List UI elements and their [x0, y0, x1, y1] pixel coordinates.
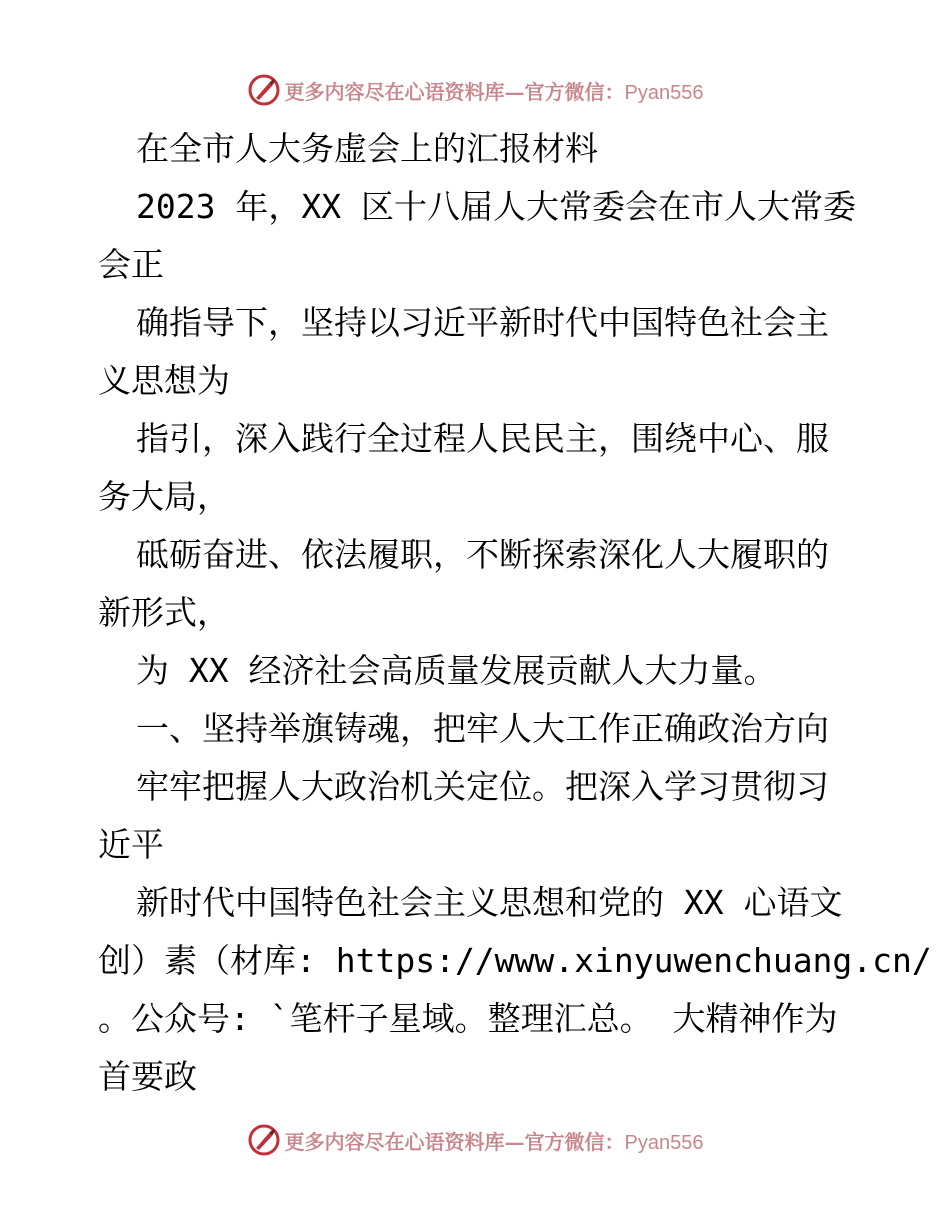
paragraph-line: 2023 年，XX 区十八届人大常委会在市人大常委	[136, 187, 856, 226]
footer-wechat-id: Pyan556	[624, 1131, 704, 1154]
paragraph-line: 牢牢把握人大政治机关定位。把深入学习贯彻习	[136, 767, 829, 806]
paragraph-line: 创）素（材库: https://www.xinyuwenchuang.cn/	[98, 941, 932, 980]
paragraph-line: 会正	[98, 245, 164, 284]
header-banner-text: 更多内容尽在心语资料库—官方微信：	[284, 79, 625, 104]
footer-banner	[0, 1120, 950, 1160]
paragraph-line: 砥砺奋进、依法履职，不断探索深化人大履职的	[136, 535, 829, 574]
document-title: 在全市人大务虚会上的汇报材料	[136, 129, 598, 168]
document-body	[98, 120, 932, 1106]
paragraph-line: 。公众号: `笔杆子星域。整理汇总。 大精神作为	[98, 999, 838, 1038]
paragraph-line: 义思想为	[98, 361, 230, 400]
paragraph-line: 指引，深入践行全过程人民民主，围绕中心、服	[136, 419, 829, 458]
header-wechat-id: Pyan556	[624, 81, 704, 104]
pen-logo-icon	[247, 1123, 281, 1157]
paragraph-line: 新形式，	[98, 593, 230, 632]
pen-logo-icon	[247, 73, 281, 107]
footer-banner-text: 更多内容尽在心语资料库—官方微信：	[284, 1129, 625, 1154]
section-heading: 一、坚持举旗铸魂，把牢人大工作正确政治方向	[136, 709, 829, 748]
paragraph-line: 新时代中国特色社会主义思想和党的 XX 心语文	[136, 883, 843, 922]
header-banner	[0, 70, 950, 110]
paragraph-line: 为 XX 经济社会高质量发展贡献人大力量。	[136, 651, 777, 690]
paragraph-line: 近平	[98, 825, 164, 864]
paragraph-line: 首要政	[98, 1057, 197, 1096]
paragraph-line: 务大局，	[98, 477, 230, 516]
paragraph-line: 确指导下，坚持以习近平新时代中国特色社会主	[136, 303, 829, 342]
